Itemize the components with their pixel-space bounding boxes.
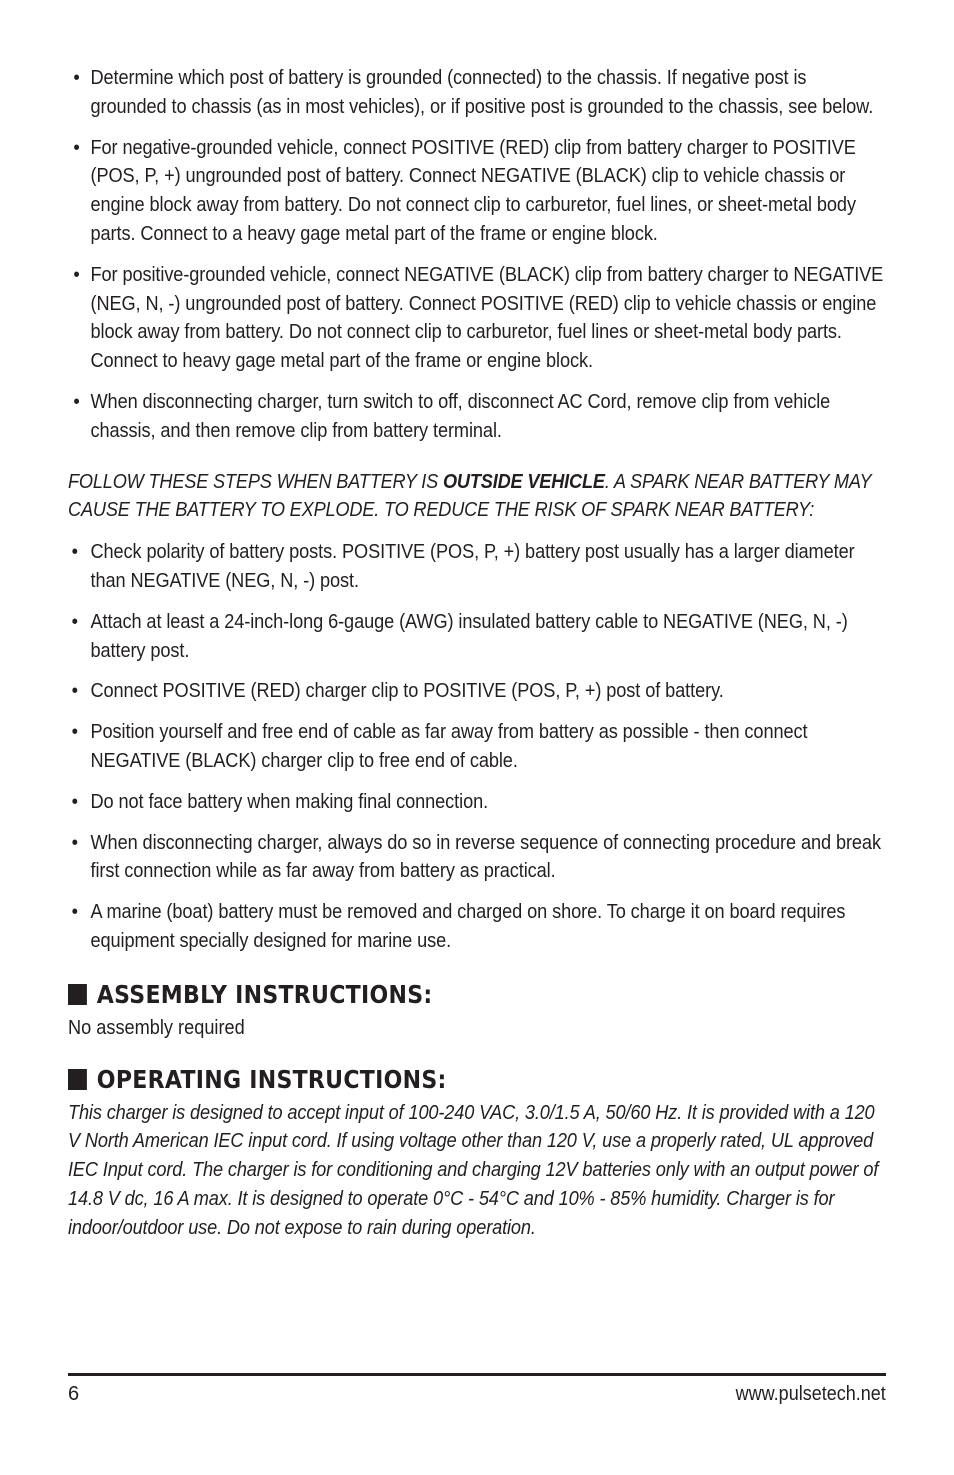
page-footer — [68, 1380, 886, 1410]
website-link[interactable]: www.pulsetech.net — [735, 1383, 886, 1405]
square-bullet-icon — [68, 1069, 87, 1090]
list-item: • Determine which post of battery is grounded (connected) to the chassis. If negative post is grounded to chassis (as in most vehicles), or if positive post is grounded to the chassis, see below. — [73, 67, 874, 118]
list-item: • Position yourself and free end of cable as far away from battery as possible - then connect NEGATIVE (BLACK) charger clip to free end of cable. — [71, 721, 808, 772]
list-item: • A marine (boat) battery must be removed and charged on shore. To charge it on board requires equipment specially designed for marine use. — [71, 901, 846, 952]
list-item: • For negative-grounded vehicle, connect POSITIVE (RED) clip from battery charger to POSITIVE (POS, P, +) ungrounded post of battery. Connect NEGATIVE (BLACK) clip to vehicle chassis or engine block away from battery. Do not connect clip to carburetor, fuel lines, or sheet-metal body parts. Connect to a heavy gage metal part of the frame or engine block. — [73, 136, 856, 245]
list-item: • When disconnecting charger, always do so in reverse sequence of connecting procedure and break first connection while as far away from battery as practical. — [71, 831, 881, 883]
page-number: 6 — [68, 1383, 80, 1405]
vehicle-connection-list — [68, 64, 886, 446]
outside-vehicle-warning: FOLLOW THESE STEPS WHEN BATTERY IS OUTSIDE VEHICLE. A SPARK NEAR BATTERY MAY CAUSE THE BATTERY TO EXPLODE. TO REDUCE THE RISK OF SPARK NEAR BATTERY: — [68, 470, 872, 522]
manual-page — [68, 64, 886, 1243]
square-bullet-icon — [68, 984, 87, 1005]
assembly-heading: ASSEMBLY INSTRUCTIONS: — [68, 980, 886, 1010]
list-item: • When disconnecting charger, turn switch to off, disconnect AC Cord, remove clip from vehicle chassis, and then remove clip from battery terminal. — [73, 390, 831, 442]
warning-emphasis: OUTSIDE VEHICLE — [442, 470, 605, 493]
assembly-text: No assembly required — [68, 1016, 245, 1039]
list-item: • Attach at least a 24-inch-long 6-gauge (AWG) insulated battery cable to NEGATIVE (NEG, N, -) battery post. — [71, 610, 848, 662]
footer-divider — [68, 1373, 886, 1376]
list-item: • Do not face battery when making final connection. — [71, 790, 489, 813]
list-item: • Connect POSITIVE (RED) charger clip to POSITIVE (POS, P, +) post of battery. — [71, 680, 724, 703]
list-item: • Check polarity of battery posts. POSITIVE (POS, P, +) battery post usually has a larger diameter than NEGATIVE (NEG, N, -) post. — [71, 541, 855, 592]
list-item: • For positive-grounded vehicle, connect NEGATIVE (BLACK) clip from battery charger to NEGATIVE (NEG, N, -) ungrounded post of battery. Connect POSITIVE (RED) clip to vehicle chassis or engine block away from battery. Do not connect clip to carburetor, fuel lines or sheet-metal body parts. Connect to heavy gage metal part of the frame or engine block. — [73, 263, 884, 373]
operating-text: This charger is designed to accept input of 100-240 VAC, 3.0/1.5 A, 50/60 Hz. It is provided with a 120 V North American IEC input cord. If using voltage other than 120 V, use a properly rated, UL approved IEC Input cord. The charger is for conditioning and charging 12V batteries only with an output power of 14.8 V dc, 16 A max. It is designed to operate 0°C - 54°C and 10% - 85% humidity. Charger is for indoor/outdoor use. Do not expose to rain during operation. — [68, 1101, 879, 1239]
operating-heading: OPERATING INSTRUCTIONS: — [68, 1065, 886, 1095]
outside-vehicle-list — [68, 538, 886, 956]
